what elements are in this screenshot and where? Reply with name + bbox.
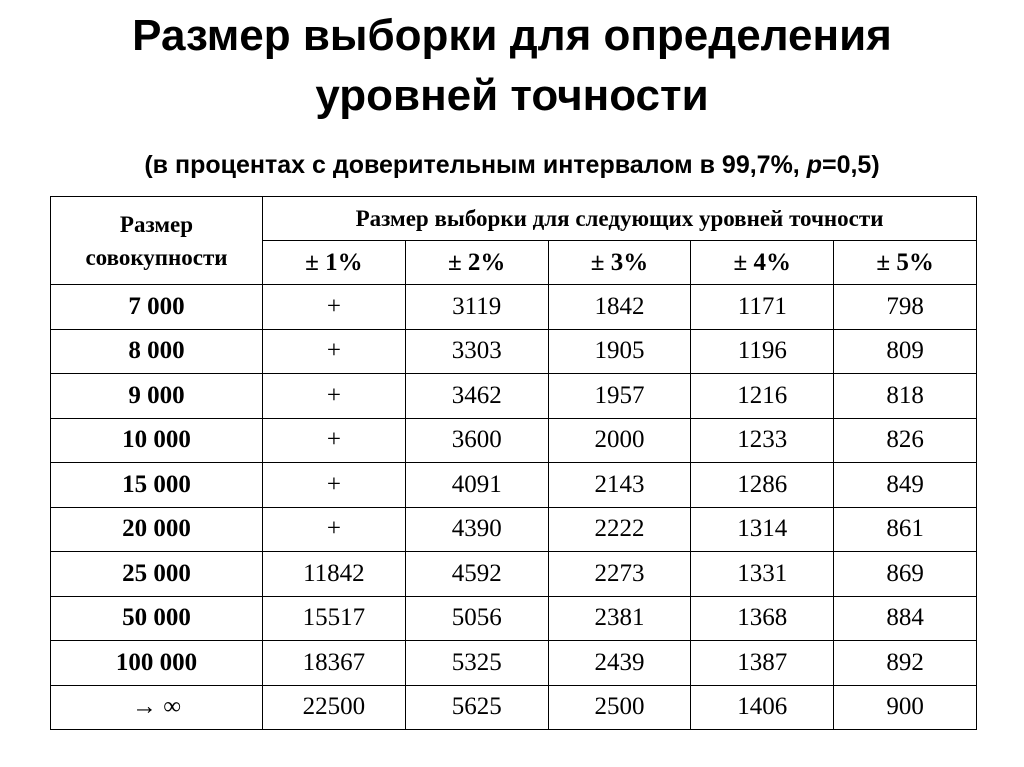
table-cell: 2500 (548, 685, 691, 730)
table-cell: 1196 (691, 329, 834, 374)
table-cell: + (263, 463, 406, 508)
table-cell: 22500 (263, 685, 406, 730)
column-header: ± 2% (405, 241, 548, 285)
column-header: ± 5% (834, 241, 977, 285)
table-row (51, 685, 977, 730)
precision-levels-header: Размер выборки для следующих уровней точности (263, 197, 977, 241)
table-cell: 5625 (405, 685, 548, 730)
population-cell: 20 000 (51, 507, 263, 552)
table-cell: + (263, 374, 406, 419)
population-cell: 8 000 (51, 329, 263, 374)
table-cell: 809 (834, 329, 977, 374)
table-cell: 1957 (548, 374, 691, 419)
table-cell: 1216 (691, 374, 834, 419)
column-header: ± 1% (263, 241, 406, 285)
population-cell: 7 000 (51, 285, 263, 330)
table-cell: 1171 (691, 285, 834, 330)
table-row (51, 552, 977, 597)
table-header (51, 197, 977, 285)
column-header: ± 3% (548, 241, 691, 285)
table-row (51, 641, 977, 686)
table-cell: 826 (834, 418, 977, 463)
table-cell: 2143 (548, 463, 691, 508)
table-cell: 884 (834, 596, 977, 641)
table-cell: 18367 (263, 641, 406, 686)
page-subtitle (0, 148, 1024, 182)
table-cell: 1842 (548, 285, 691, 330)
table-row (51, 374, 977, 419)
table-row (51, 285, 977, 330)
table-row (51, 463, 977, 508)
table-cell: + (263, 507, 406, 552)
table-cell: 2273 (548, 552, 691, 597)
table-cell: 5056 (405, 596, 548, 641)
table-cell: + (263, 329, 406, 374)
table-cell: 15517 (263, 596, 406, 641)
table-cell: 2000 (548, 418, 691, 463)
table-cell: 4091 (405, 463, 548, 508)
table-cell: 900 (834, 685, 977, 730)
table-cell: + (263, 418, 406, 463)
table-cell: 3303 (405, 329, 548, 374)
table-cell: 2381 (548, 596, 691, 641)
table-cell: 1286 (691, 463, 834, 508)
table-cell: 1368 (691, 596, 834, 641)
header-row-group (51, 197, 977, 241)
table-row (51, 329, 977, 374)
title-line-1: Размер выборки для определения (132, 11, 892, 60)
population-cell: 100 000 (51, 641, 263, 686)
table-row (51, 507, 977, 552)
table-cell: 1314 (691, 507, 834, 552)
population-size-header-line-2: совокупности (85, 244, 228, 270)
table-cell: 2222 (548, 507, 691, 552)
subtitle-suffix: =0,5) (821, 151, 880, 179)
page-title (0, 6, 1024, 126)
title-line-2: уровней точности (315, 71, 709, 120)
table-row (51, 596, 977, 641)
table-cell: 1905 (548, 329, 691, 374)
table-cell: 1331 (691, 552, 834, 597)
population-size-header-line-1: Размер (119, 211, 194, 237)
table-cell: 11842 (263, 552, 406, 597)
table-cell: 2439 (548, 641, 691, 686)
population-cell: 15 000 (51, 463, 263, 508)
column-header: ± 4% (691, 241, 834, 285)
population-cell: 25 000 (51, 552, 263, 597)
table-cell: 3600 (405, 418, 548, 463)
table-cell: 3119 (405, 285, 548, 330)
table-cell: 818 (834, 374, 977, 419)
table-cell: 3462 (405, 374, 548, 419)
population-cell: 50 000 (51, 596, 263, 641)
population-cell: 9 000 (51, 374, 263, 419)
table-cell: 861 (834, 507, 977, 552)
table-cell: 869 (834, 552, 977, 597)
subtitle-prefix: (в процентах с доверительным интервалом в 99,7%, (144, 151, 807, 179)
table-cell: + (263, 285, 406, 330)
table-body (51, 285, 977, 730)
table-cell: 5325 (405, 641, 548, 686)
table-cell: 1387 (691, 641, 834, 686)
sample-size-table (50, 196, 977, 730)
population-size-header (51, 197, 263, 285)
table-cell: 1233 (691, 418, 834, 463)
table-cell: 798 (834, 285, 977, 330)
table-cell: 892 (834, 641, 977, 686)
table-cell: 4390 (405, 507, 548, 552)
subtitle-p-symbol: p (806, 151, 822, 179)
population-cell: 10 000 (51, 418, 263, 463)
table-cell: 1406 (691, 685, 834, 730)
table-row (51, 418, 977, 463)
table-cell: 4592 (405, 552, 548, 597)
table-cell: 849 (834, 463, 977, 508)
population-cell: → ∞ (51, 685, 263, 730)
